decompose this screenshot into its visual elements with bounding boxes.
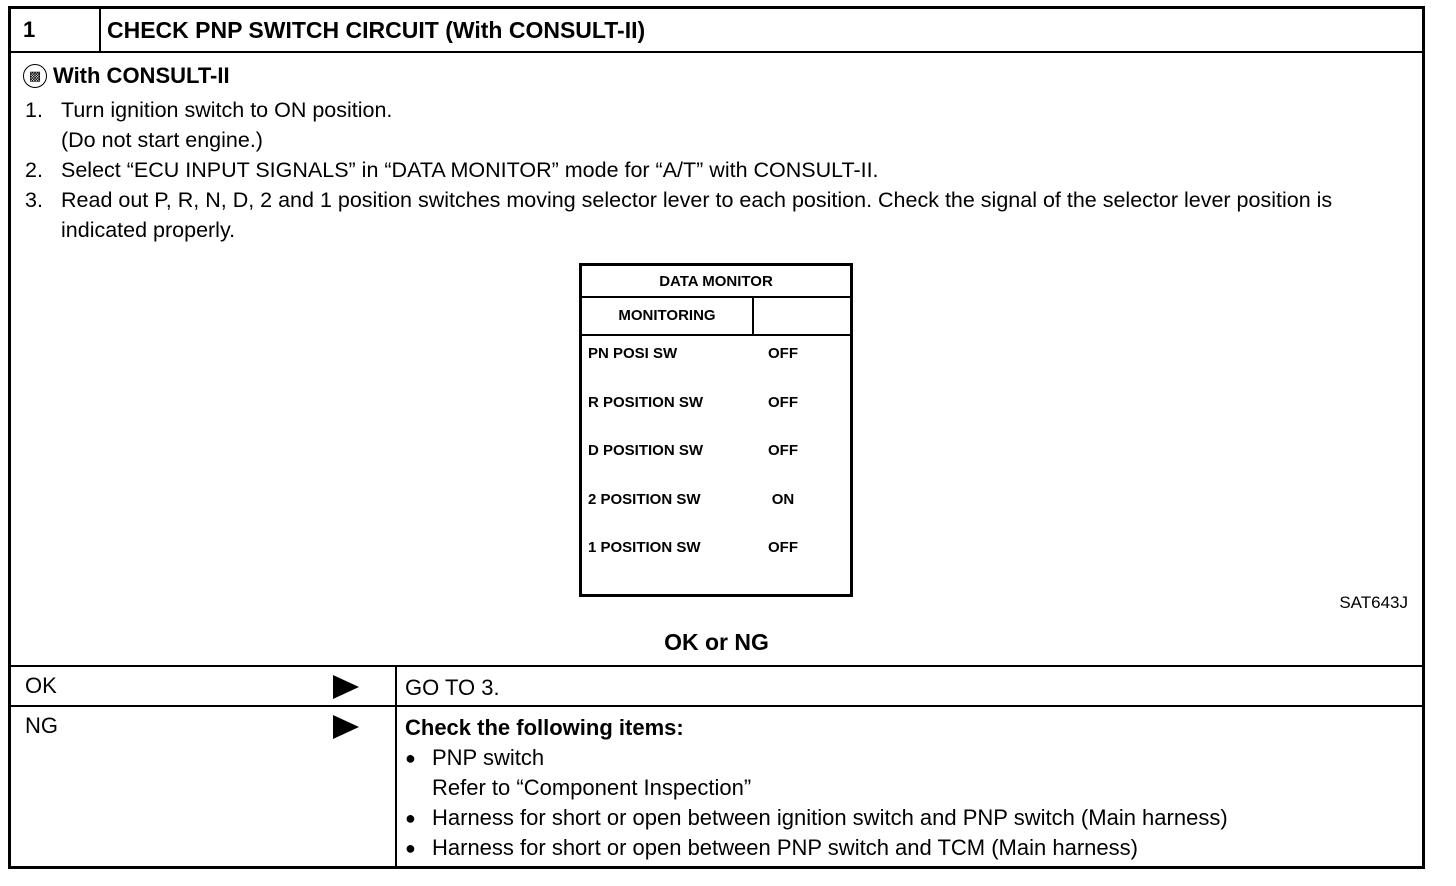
monitor-row xyxy=(582,433,850,482)
list-item xyxy=(405,803,1228,833)
bullet-icon: ● xyxy=(405,808,416,828)
title-row xyxy=(11,9,1422,53)
consult-heading xyxy=(23,63,230,89)
monitor-title: DATA MONITOR xyxy=(582,266,850,298)
monitor-item-name: 2 POSITION SW xyxy=(588,490,701,508)
monitor-item-value: ON xyxy=(771,490,795,508)
result-action-ok: GO TO 3. xyxy=(405,675,500,700)
monitor-item-name: D POSITION SW xyxy=(588,442,704,459)
step-text: Select “ECU INPUT SIGNALS” in “DATA MONITOR” mode for “A/T” with CONSULT-II. xyxy=(61,158,879,182)
step-index: 2. xyxy=(25,158,43,182)
monitor-item-name: PN POSI SW xyxy=(588,345,678,362)
bullet-subtext: Refer to “Component Inspection” xyxy=(432,775,752,800)
step-title: CHECK PNP SWITCH CIRCUIT (With CONSULT-II) xyxy=(107,17,646,43)
step-text-main: Turn ignition switch to ON position. xyxy=(61,98,393,122)
procedure-body xyxy=(11,53,1422,665)
figure-code: SAT643J xyxy=(1339,593,1408,612)
monitor-item-value: OFF xyxy=(768,539,798,556)
result-label-ok: OK xyxy=(25,673,57,698)
monitor-row xyxy=(582,482,850,531)
column-divider xyxy=(395,667,397,705)
list-item xyxy=(405,833,1228,863)
bullet-text: PNP switch xyxy=(432,745,545,770)
step-number: 1 xyxy=(11,9,101,51)
bullet-text: Harness for short or open between ignition switch and PNP switch (Main harness) xyxy=(432,805,1228,830)
arrow-right-icon xyxy=(333,675,359,699)
step-text xyxy=(61,95,1415,155)
data-monitor-screen xyxy=(579,263,853,597)
monitor-row xyxy=(582,336,850,385)
monitoring-blank xyxy=(754,298,850,334)
monitor-row xyxy=(582,385,850,434)
bullet-icon: ● xyxy=(405,838,416,858)
list-item xyxy=(25,185,1415,245)
result-row-ng xyxy=(11,707,1422,867)
result-action-ng xyxy=(405,713,1228,863)
monitor-row xyxy=(582,530,850,579)
monitor-item-name: 1 POSITION SW xyxy=(588,539,701,556)
monitor-item-value: OFF xyxy=(768,393,798,411)
column-divider xyxy=(395,707,397,867)
monitor-item-name: R POSITION SW xyxy=(588,393,704,411)
monitoring-label: MONITORING xyxy=(582,298,754,334)
list-item xyxy=(25,155,1415,185)
arrow-right-icon xyxy=(333,715,359,739)
bullet-icon: ● xyxy=(405,748,416,768)
consult-label: With CONSULT-II xyxy=(53,63,230,88)
consult-icon: ▩ xyxy=(23,64,47,88)
step-text: Read out P, R, N, D, 2 and 1 position switches moving selector lever to each position. Check the signal of the selector lever position is indicated properly. xyxy=(61,188,1333,242)
procedure-steps xyxy=(25,95,1415,245)
step-index: 3. xyxy=(25,188,43,212)
result-row-ok xyxy=(11,665,1422,707)
decision-label: OK or NG xyxy=(664,629,769,655)
list-item xyxy=(405,743,1228,803)
list-item xyxy=(25,95,1415,155)
bullet-text: Harness for short or open between PNP switch and TCM (Main harness) xyxy=(432,835,1138,860)
monitor-item-value: OFF xyxy=(768,345,798,362)
result-label-ng: NG xyxy=(25,713,58,738)
bullet-content xyxy=(432,743,751,803)
step-text-sub: (Do not start engine.) xyxy=(61,128,263,152)
monitor-subheader xyxy=(582,298,850,336)
monitor-item-value: OFF xyxy=(768,442,798,459)
diagnostic-procedure-table xyxy=(8,6,1425,869)
step-index: 1. xyxy=(25,98,43,122)
ng-heading: Check the following items: xyxy=(405,715,684,740)
